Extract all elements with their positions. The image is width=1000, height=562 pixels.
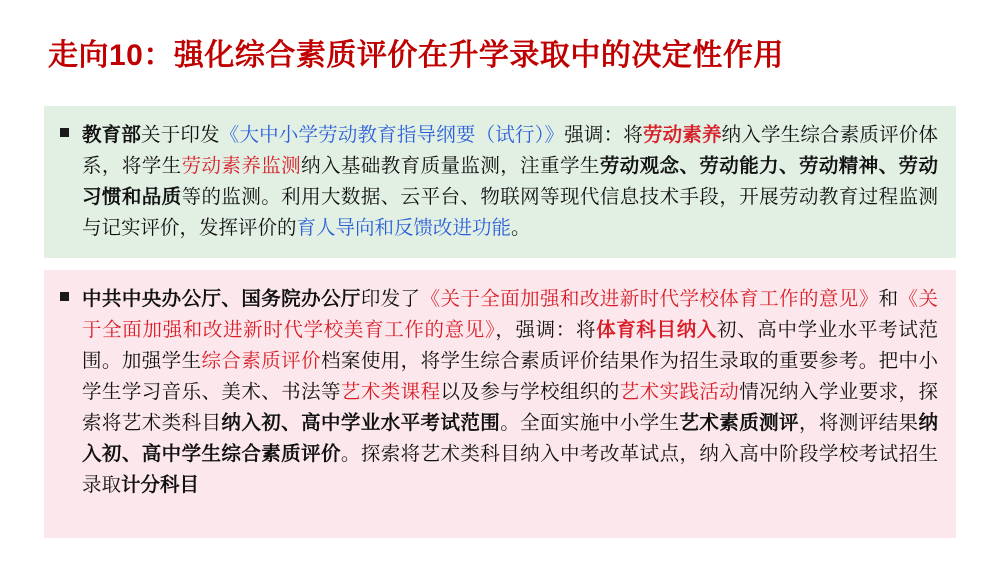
text-run: 纳入初、高中学业水平考试范围	[221, 413, 501, 434]
text-run: ，将测评结果	[798, 413, 919, 434]
page-title: 走向10：强化综合素质评价在升学录取中的决定性作用	[48, 39, 784, 72]
text-run: ，强调：将	[495, 320, 597, 341]
text-run: 劳动素养	[642, 125, 722, 146]
text-run: 《大中小学劳动教育指导纲要（试行）》	[219, 125, 565, 146]
text-run: 综合素质评价	[201, 351, 321, 372]
bullet-square-icon	[60, 128, 69, 137]
text-run: 和	[878, 289, 899, 310]
text-run: 《关于全面加强和改进新时代学校体育工作的意见》	[420, 289, 879, 310]
text-run: 情况纳入学业要求，探索将艺术类科目	[82, 382, 938, 434]
text-run: 以及参与学校组织的	[440, 382, 620, 403]
text-run: 艺术素质测评	[679, 413, 799, 434]
text-run: 印发了	[360, 289, 421, 310]
text-run: 关于印发	[141, 125, 220, 146]
text-run: 中共中央办公厅、国务院办公厅	[82, 289, 361, 310]
text-run: 计分科目	[121, 475, 200, 496]
text-run: 纳入初、高中学生综合素质评价	[82, 413, 938, 465]
text-run: 劳动观念、劳动能力、劳动精神、劳动习惯和品质	[82, 156, 938, 208]
paragraph-pink	[60, 284, 938, 501]
text-run: 艺术类课程	[340, 382, 441, 403]
bullet-row-pink	[60, 284, 938, 501]
text-run: 劳动素养监测	[181, 156, 302, 177]
text-run: 。探索将艺术类科目纳入中考改革试点，纳入高中阶段学校考试招生录取	[82, 444, 938, 496]
text-run: 强调：将	[564, 125, 643, 146]
bullet-square-icon	[60, 292, 69, 301]
text-run: 纳入学生综合素质评价体系，将学生	[82, 125, 938, 177]
text-run: 《关于全面加强和改进新时代学校美育工作的意见》	[82, 289, 938, 341]
text-run: 纳入基础教育质量监测，注重学生	[301, 156, 600, 177]
text-run: 艺术实践活动	[619, 382, 740, 403]
text-run: 教育部	[82, 125, 142, 146]
text-run: 体育科目纳入	[596, 320, 717, 341]
text-run: 档案使用，将学生综合素质评价结果作为招生录取的重要参考。把中小学生学习音乐、美术、书法等	[82, 351, 938, 403]
content-block-green	[44, 106, 956, 258]
text-run: 初、高中学业水平考试范围。加强学生	[82, 320, 938, 372]
text-run: 等的监测。利用大数据、云平台、物联网等现代信息技术手段，开展劳动教育过程监测与记实评价，发挥评价的	[82, 187, 938, 239]
text-run: 。全面实施中小学生	[500, 413, 680, 434]
bullet-row-green	[60, 120, 938, 244]
content-block-pink	[44, 270, 956, 538]
paragraph-green	[60, 120, 938, 244]
text-run: 育人导向和反馈改进功能	[296, 218, 512, 239]
text-run: 。	[511, 218, 531, 239]
